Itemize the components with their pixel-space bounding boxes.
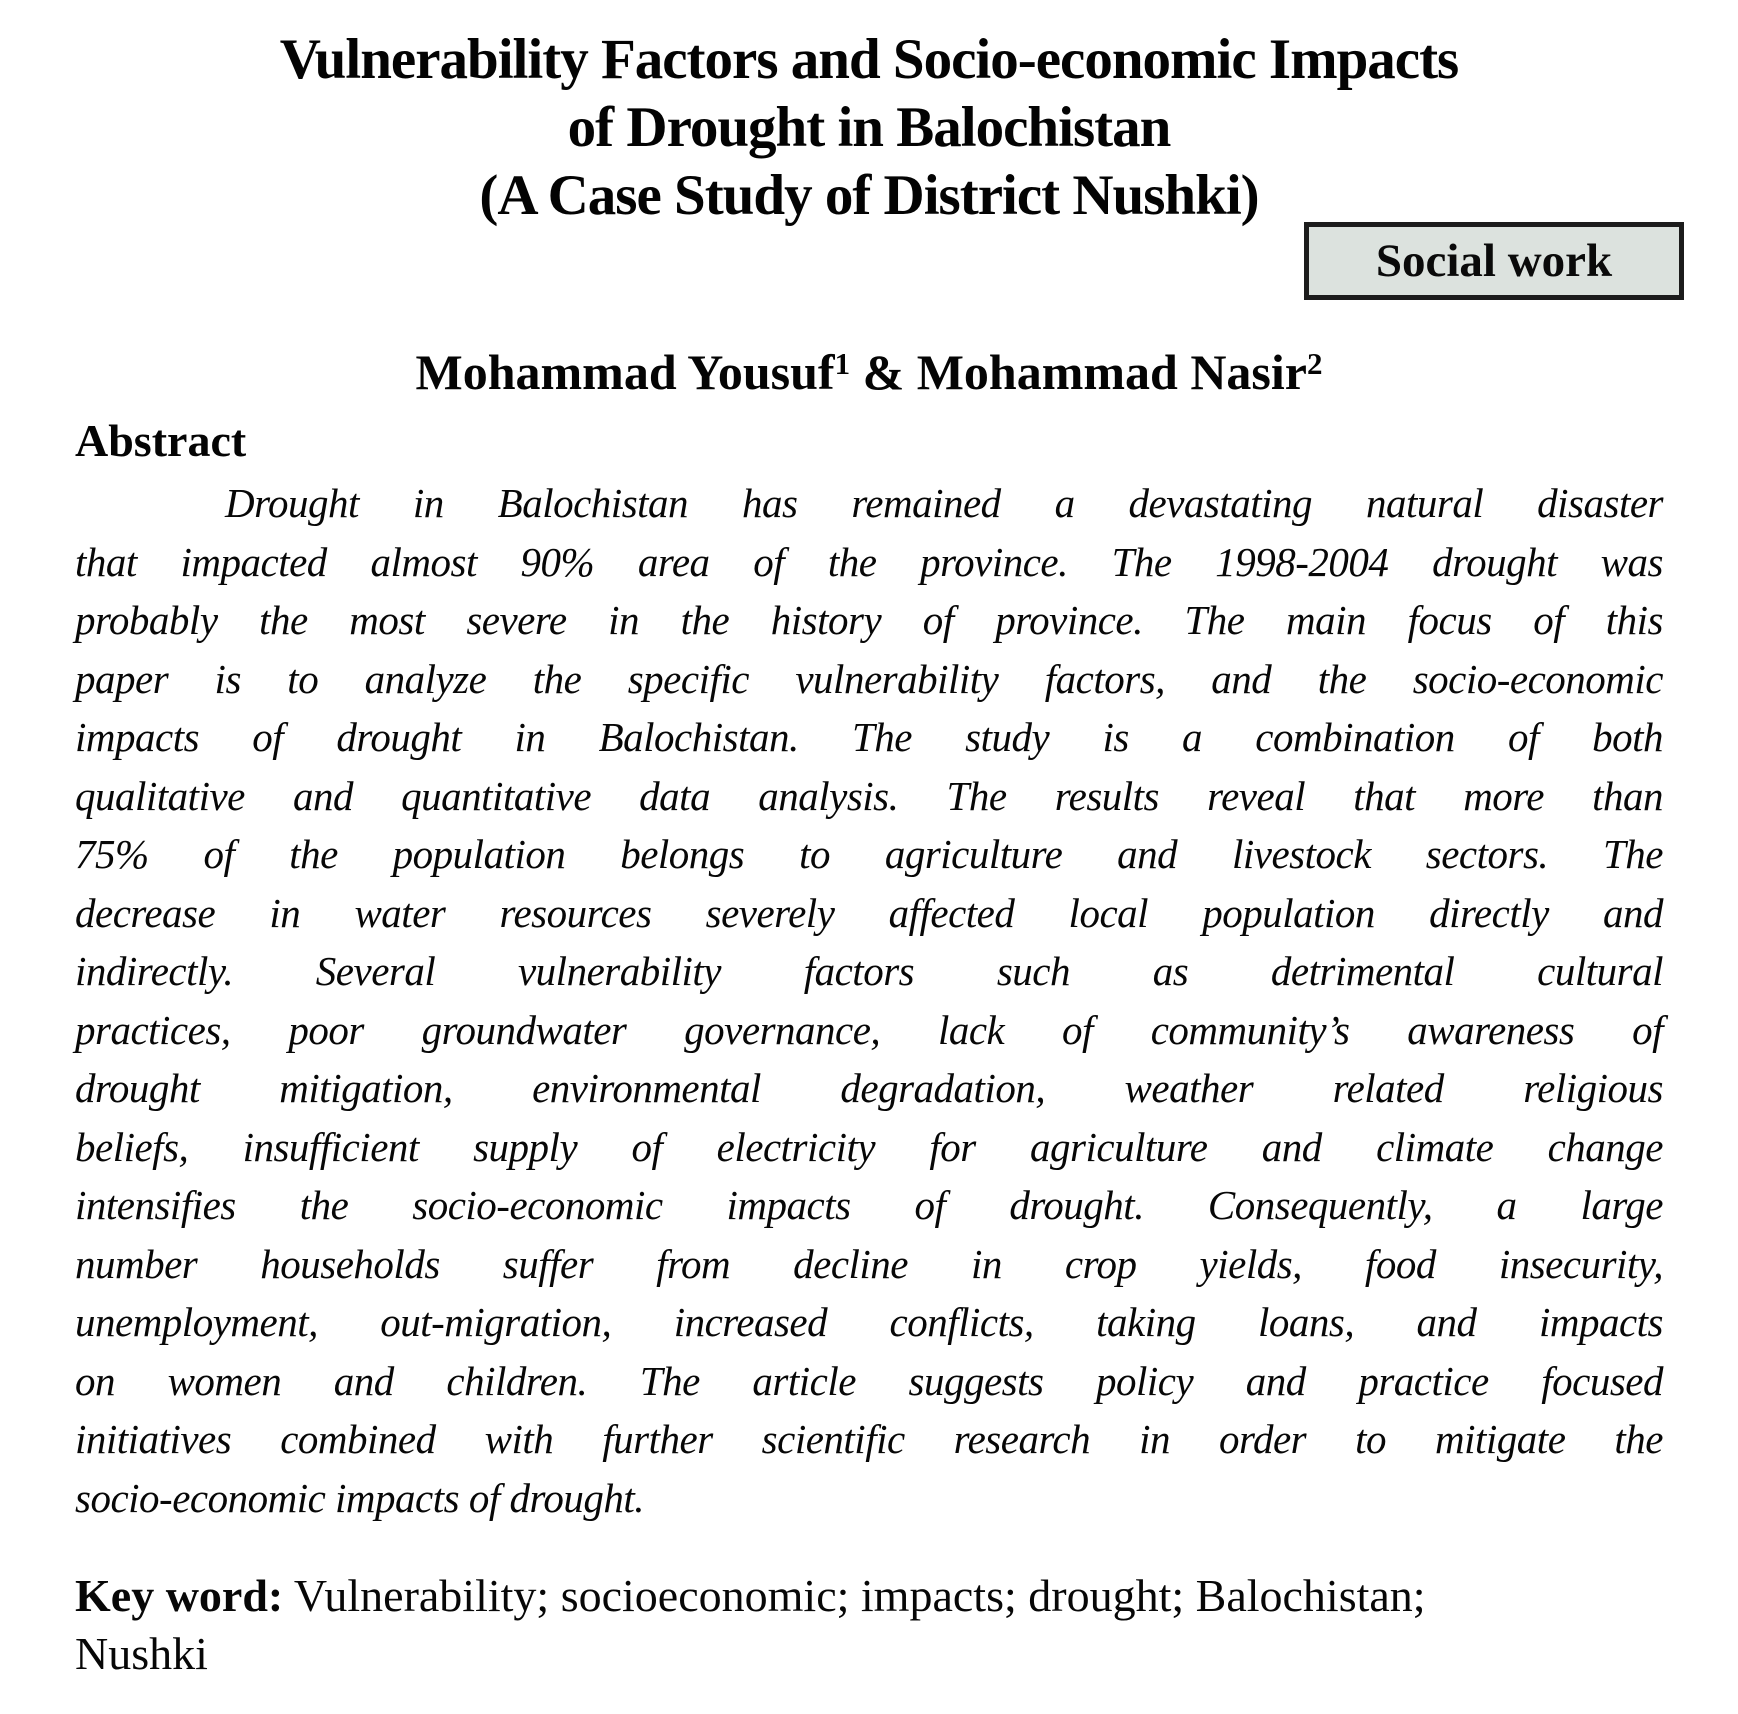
author-2-superscript: 2	[1306, 346, 1323, 382]
abstract-line: 75% of the population belongs to agriculture and livestock sectors. The	[75, 831, 1663, 877]
abstract-line: paper is to analyze the specific vulnerability factors, and the socio-economic	[75, 655, 1663, 702]
title-line-1: Vulnerability Factors and Socio-economic Impacts	[279, 28, 1459, 91]
category-label: Social work	[1375, 235, 1613, 287]
abstract-line: drought mitigation, environmental degradation, weather related religious	[75, 1065, 1663, 1111]
abstract-line: number households suffer from decline in crop yields, food insecurity,	[75, 1240, 1663, 1287]
abstract-line: indirectly. Several vulnerability factors such as detrimental cultural	[75, 948, 1663, 994]
abstract-heading: Abstract	[75, 415, 247, 466]
abstract-line: that impacted almost 90% area of the province. The 1998-2004 drought was	[75, 538, 1663, 585]
abstract-line: probably the most severe in the history of province. The main focus of this	[75, 597, 1663, 643]
abstract-line: initiatives combined with further scientific research in order to mitigate the	[75, 1416, 1663, 1462]
abstract-body	[75, 474, 1663, 1527]
keywords-label: Key word:	[75, 1570, 284, 1621]
keywords-line-1	[75, 1567, 1663, 1625]
abstract-line: Drought in Balochistan has remained a devastating natural disaster	[225, 480, 1663, 526]
abstract-line: qualitative and quantitative data analysis. The results reveal that more than	[75, 772, 1663, 819]
keywords-text: Vulnerability; socioeconomic; impacts; drought; Balochistan;	[283, 1570, 1426, 1621]
keywords-block	[75, 1567, 1663, 1683]
author-1-superscript: 1	[834, 346, 851, 382]
abstract-line: on women and children. The article suggests policy and practice focused	[75, 1357, 1663, 1404]
authors-line	[75, 344, 1663, 407]
author-2-name: Mohammad Nasir	[916, 344, 1307, 400]
author-1-name: Mohammad Yousuf	[415, 344, 835, 400]
abstract-line: practices, poor groundwater governance, lack of community’s awareness of	[75, 1006, 1663, 1053]
abstract-line: impacts of drought in Balochistan. The study is a combination of both	[75, 714, 1663, 760]
abstract-line: decrease in water resources severely affected local population directly and	[75, 889, 1663, 936]
keywords-line-2: Nushki	[75, 1628, 208, 1679]
abstract-line: beliefs, insufficient supply of electricity for agriculture and climate change	[75, 1123, 1663, 1170]
title-line-3: (A Case Study of District Nushki)	[479, 164, 1259, 227]
category-box	[1304, 222, 1684, 300]
title-line-2: of Drought in Balochistan	[567, 96, 1171, 159]
paper-title	[75, 26, 1663, 230]
authors-separator: &	[850, 344, 917, 400]
abstract-line: socio-economic impacts of drought.	[75, 1474, 645, 1521]
abstract-line: intensifies the socio-economic impacts of drought. Consequently, a large	[75, 1182, 1663, 1228]
abstract-line: unemployment, out-migration, increased conflicts, taking loans, and impacts	[75, 1299, 1663, 1345]
